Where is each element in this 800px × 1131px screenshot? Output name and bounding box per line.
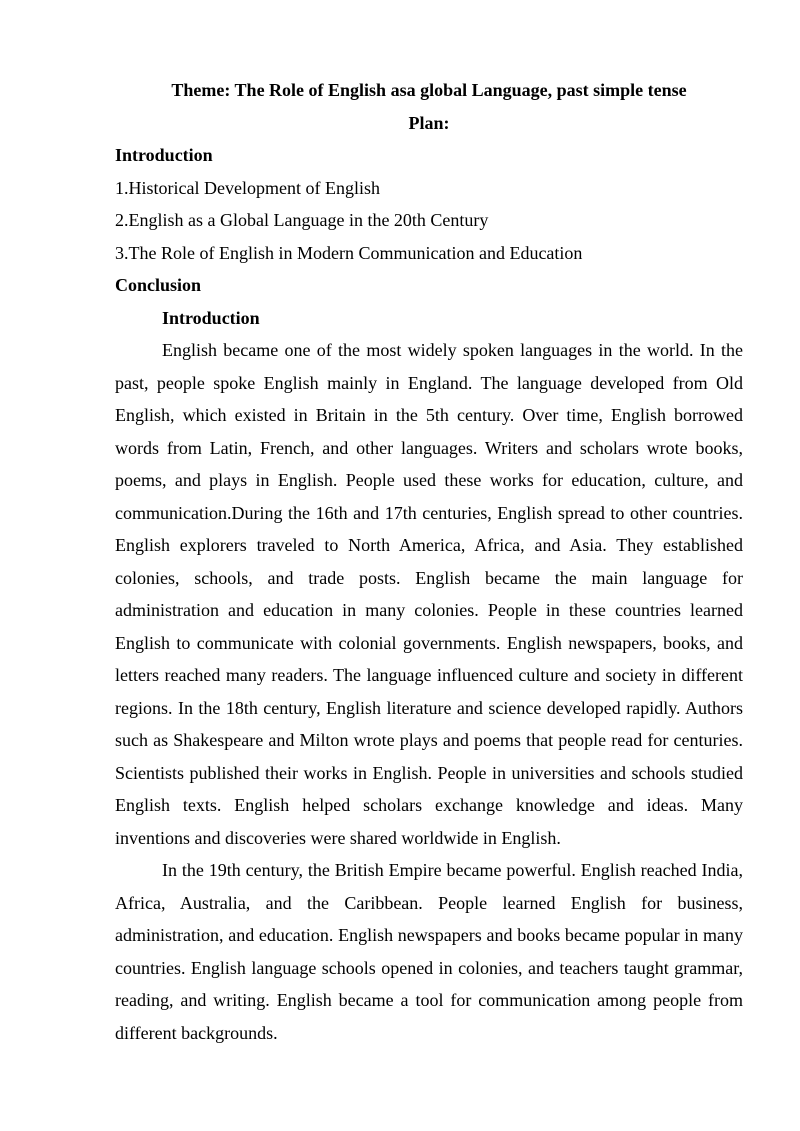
plan-item-3: 3.The Role of English in Modern Communication and Education bbox=[115, 242, 583, 263]
body-paragraph-2: In the 19th century, the British Empire became powerful. English reached India, Africa, Australia, and the Caribbean. People learned English for business, administration, and education. English newspapers and books became popular in many countries. English language schools opened in colonies, and teachers taught grammar, reading, and writing. English became a tool for communication among people from different backgrounds. bbox=[115, 860, 743, 1043]
plan-item-2: 2.English as a Global Language in the 20th Century bbox=[115, 210, 489, 230]
plan-conclusion: Conclusion bbox=[115, 275, 202, 295]
plan-introduction: Introduction bbox=[115, 145, 213, 165]
document-theme: Theme: The Role of English asa global Language, past simple tense bbox=[171, 80, 687, 100]
plan-label: Plan: bbox=[408, 112, 450, 133]
document-page bbox=[115, 74, 743, 1049]
body-paragraph-1: English became one of the most widely spoken languages in the world. In the past, people spoke English mainly in England. The language developed from Old English, which existed in Britain in the 5th century. Over time, English borrowed words from Latin, French, and other languages. Writers and scholars wrote books, poems, and plays in English. People used these works for education, culture, and communication.During the 16th and 17th centuries, English spread to other countries. English explorers traveled to North America, Africa, and Asia. They established colonies, schools, and trade posts. English became the main language for administration and education in many colonies. People in these countries learned English to communicate with colonial governments. English newspapers, books, and letters reached many readers. The language influenced culture and society in different regions. In the 18th century, English literature and science developed rapidly. Authors such as Shakespeare and Milton wrote plays and poems that people read for centuries. Scientists published their works in English. People in universities and schools studied English texts. English helped scholars exchange knowledge and ideas. Many inventions and discoveries were shared worldwide in English. bbox=[115, 340, 743, 848]
plan-item-1: 1.Historical Development of English bbox=[115, 177, 380, 198]
section-heading-introduction: Introduction bbox=[162, 307, 260, 328]
